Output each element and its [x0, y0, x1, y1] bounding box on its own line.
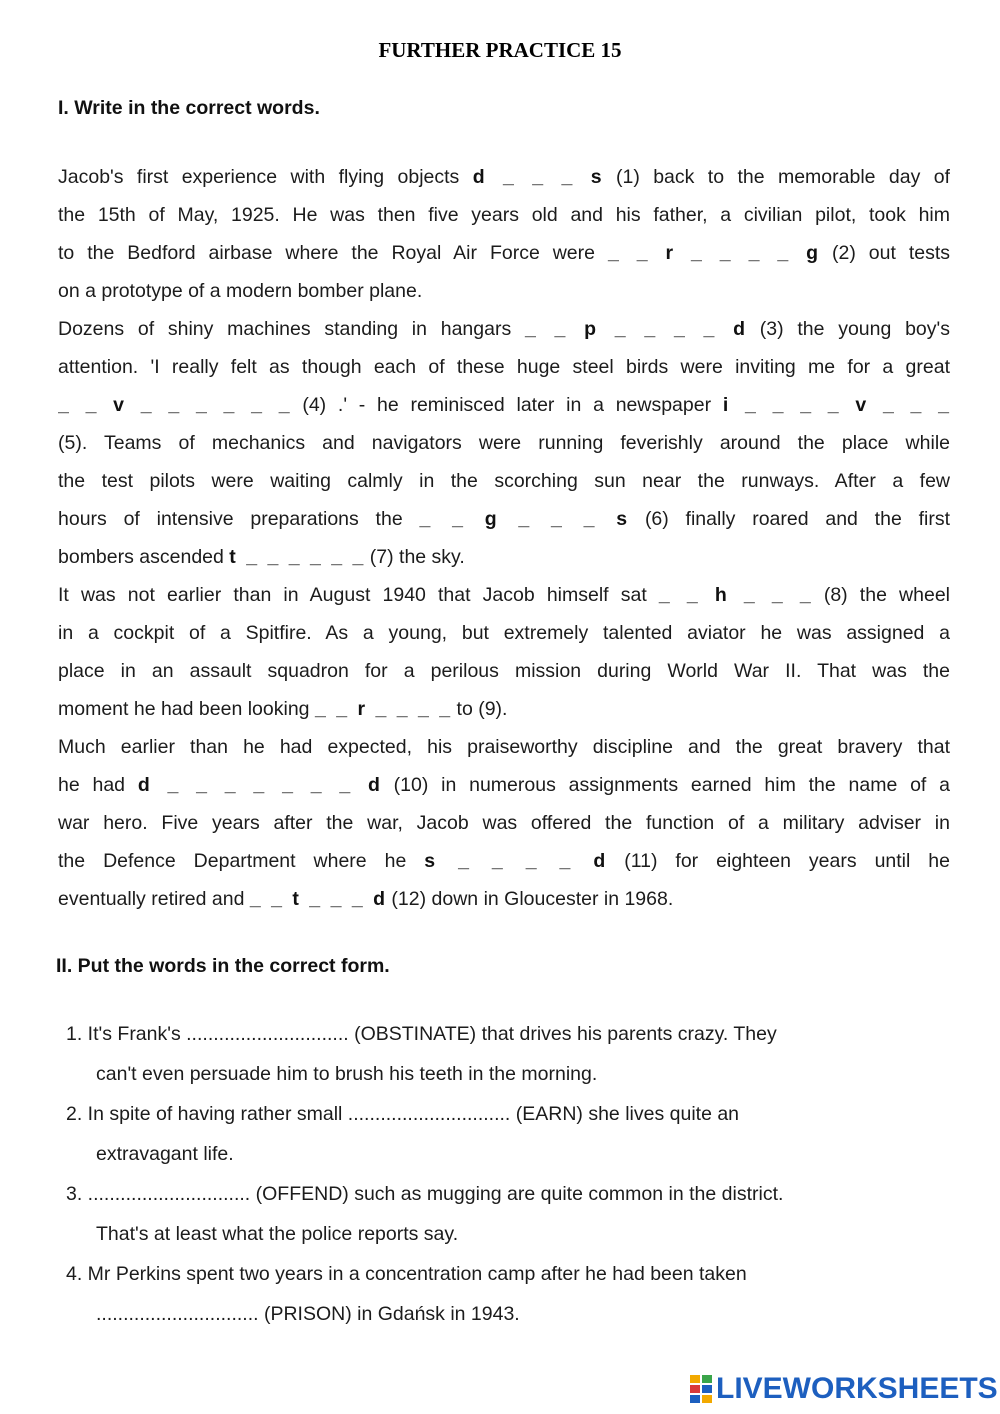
passage-text: (4) .' - he reminisced later in a newspaper — [290, 394, 723, 416]
passage-text: the 15th of May, 1925. He was then five years old and his father, a civilian pilot, took him — [58, 204, 950, 226]
passage-text: the test pilots were waiting calmly in the scorching sun near the runways. After a few — [58, 470, 950, 492]
word-formation-exercise — [66, 1014, 936, 1334]
passage-line — [58, 500, 950, 538]
section-1-heading: I. Write in the correct words. — [58, 97, 320, 119]
passage-text: (12) down in Gloucester in 1968. — [386, 888, 674, 910]
answer-gap[interactable]: d _ _ _ s — [472, 166, 603, 188]
passage-line — [58, 690, 950, 728]
passage-line — [58, 386, 950, 424]
passage-text: to the Bedford airbase where the Royal Air Force were — [58, 242, 608, 264]
passage-text: (3) the young boy's — [746, 318, 950, 340]
passage-text: (5). Teams of mechanics and navigators were running feverishly around the place while — [58, 432, 950, 454]
passage-line — [58, 310, 950, 348]
liveworksheets-logo-icon — [690, 1375, 712, 1403]
page-title: FURTHER PRACTICE 15 — [378, 38, 622, 62]
passage-text: It was not earlier than in August 1940 that Jacob himself sat — [58, 584, 659, 606]
gap-fill-passage — [58, 158, 950, 918]
passage-text: to (9). — [451, 698, 508, 720]
passage-line — [58, 804, 950, 842]
passage-text: bombers ascended — [58, 546, 230, 568]
passage-text: hours of intensive preparations the — [58, 508, 420, 530]
exercise-line: .............................. (PRISON) in Gdańsk in 1943. — [96, 1303, 520, 1325]
passage-text: the Defence Department where he — [58, 850, 425, 872]
passage-text: Dozens of shiny machines standing in hangars — [58, 318, 525, 340]
passage-text: in a cockpit of a Spitfire. As a young, but extremely talented aviator he was assigned a — [58, 622, 950, 644]
passage-line — [58, 424, 950, 462]
passage-text: eventually retired and — [58, 888, 250, 910]
passage-text: (1) back to the memorable day of — [602, 166, 950, 188]
answer-gap[interactable]: _ _ v _ _ _ _ _ _ — [58, 394, 291, 416]
passage-text: (8) the wheel — [811, 584, 950, 606]
passage-line — [58, 842, 950, 880]
liveworksheets-logo — [690, 1372, 998, 1406]
exercise-line: extravagant life. — [96, 1143, 234, 1165]
passage-line — [58, 462, 950, 500]
passage-text: Jacob's first experience with flying objects — [58, 166, 473, 188]
passage-line — [58, 272, 950, 310]
passage-line — [58, 158, 950, 196]
exercise-line: can't even persuade him to brush his teeth in the morning. — [96, 1063, 598, 1085]
section-2-heading: II. Put the words in the correct form. — [56, 955, 390, 977]
passage-text: war hero. Five years after the war, Jacob was offered the function of a military adviser in — [58, 812, 950, 834]
passage-text: Much earlier than he had expected, his praiseworthy discipline and the great bravery that — [58, 736, 950, 758]
answer-gap[interactable]: _ _ g _ _ _ s — [419, 508, 629, 530]
answer-gap[interactable]: _ _ r _ _ _ _ g — [607, 242, 820, 264]
answer-gap[interactable]: t _ _ _ _ _ _ — [229, 546, 365, 568]
passage-line — [58, 234, 950, 272]
exercise-line: 4. Mr Perkins spent two years in a concentration camp after he had been taken — [66, 1263, 747, 1285]
passage-line — [58, 538, 950, 576]
passage-line — [58, 652, 950, 690]
answer-gap[interactable]: i _ _ _ _ v _ _ _ — [722, 394, 950, 416]
passage-text: place in an assault squadron for a perilous mission during World War II. That was the — [58, 660, 950, 682]
passage-text: (2) out tests — [819, 242, 950, 264]
passage-line — [58, 576, 950, 614]
answer-gap[interactable]: d _ _ _ _ _ _ _ d — [137, 774, 381, 796]
passage-line — [58, 196, 950, 234]
passage-line — [58, 728, 950, 766]
answer-gap[interactable]: _ _ h _ _ _ — [658, 584, 812, 606]
exercise-line: That's at least what the police reports say. — [96, 1223, 459, 1245]
passage-line — [58, 880, 950, 918]
passage-text: (7) the sky. — [364, 546, 465, 568]
passage-text: on a prototype of a modern bomber plane. — [58, 280, 423, 302]
passage-line — [58, 614, 950, 652]
answer-gap[interactable]: _ _ p _ _ _ _ d — [524, 318, 747, 340]
passage-text: (11) for eighteen years until he — [606, 850, 950, 872]
passage-text: (6) finally roared and the first — [628, 508, 950, 530]
exercise-line: 2. In spite of having rather small .............................. (EARN) she lives quite an — [66, 1103, 740, 1125]
liveworksheets-wordmark: LIVEWORKSHEETS — [716, 1372, 998, 1405]
passage-text: (10) in numerous assignments earned him the name of a — [380, 774, 950, 796]
passage-line — [58, 766, 950, 804]
passage-text: moment he had been looking — [58, 698, 315, 720]
answer-gap[interactable]: _ _ t _ _ _ d — [249, 888, 387, 910]
exercise-line: 1. It's Frank's .............................. (OBSTINATE) that drives his parents crazy. They — [66, 1023, 777, 1045]
answer-gap[interactable]: _ _ r _ _ _ _ — [314, 698, 452, 720]
exercise-line: 3. .............................. (OFFEND) such as mugging are quite common in the district. — [66, 1183, 784, 1205]
answer-gap[interactable]: s _ _ _ _ d — [424, 850, 607, 872]
passage-text: he had — [58, 774, 138, 796]
passage-text: attention. 'I really felt as though each of these huge steel birds were inviting me for a great — [58, 356, 950, 378]
passage-line — [58, 348, 950, 386]
